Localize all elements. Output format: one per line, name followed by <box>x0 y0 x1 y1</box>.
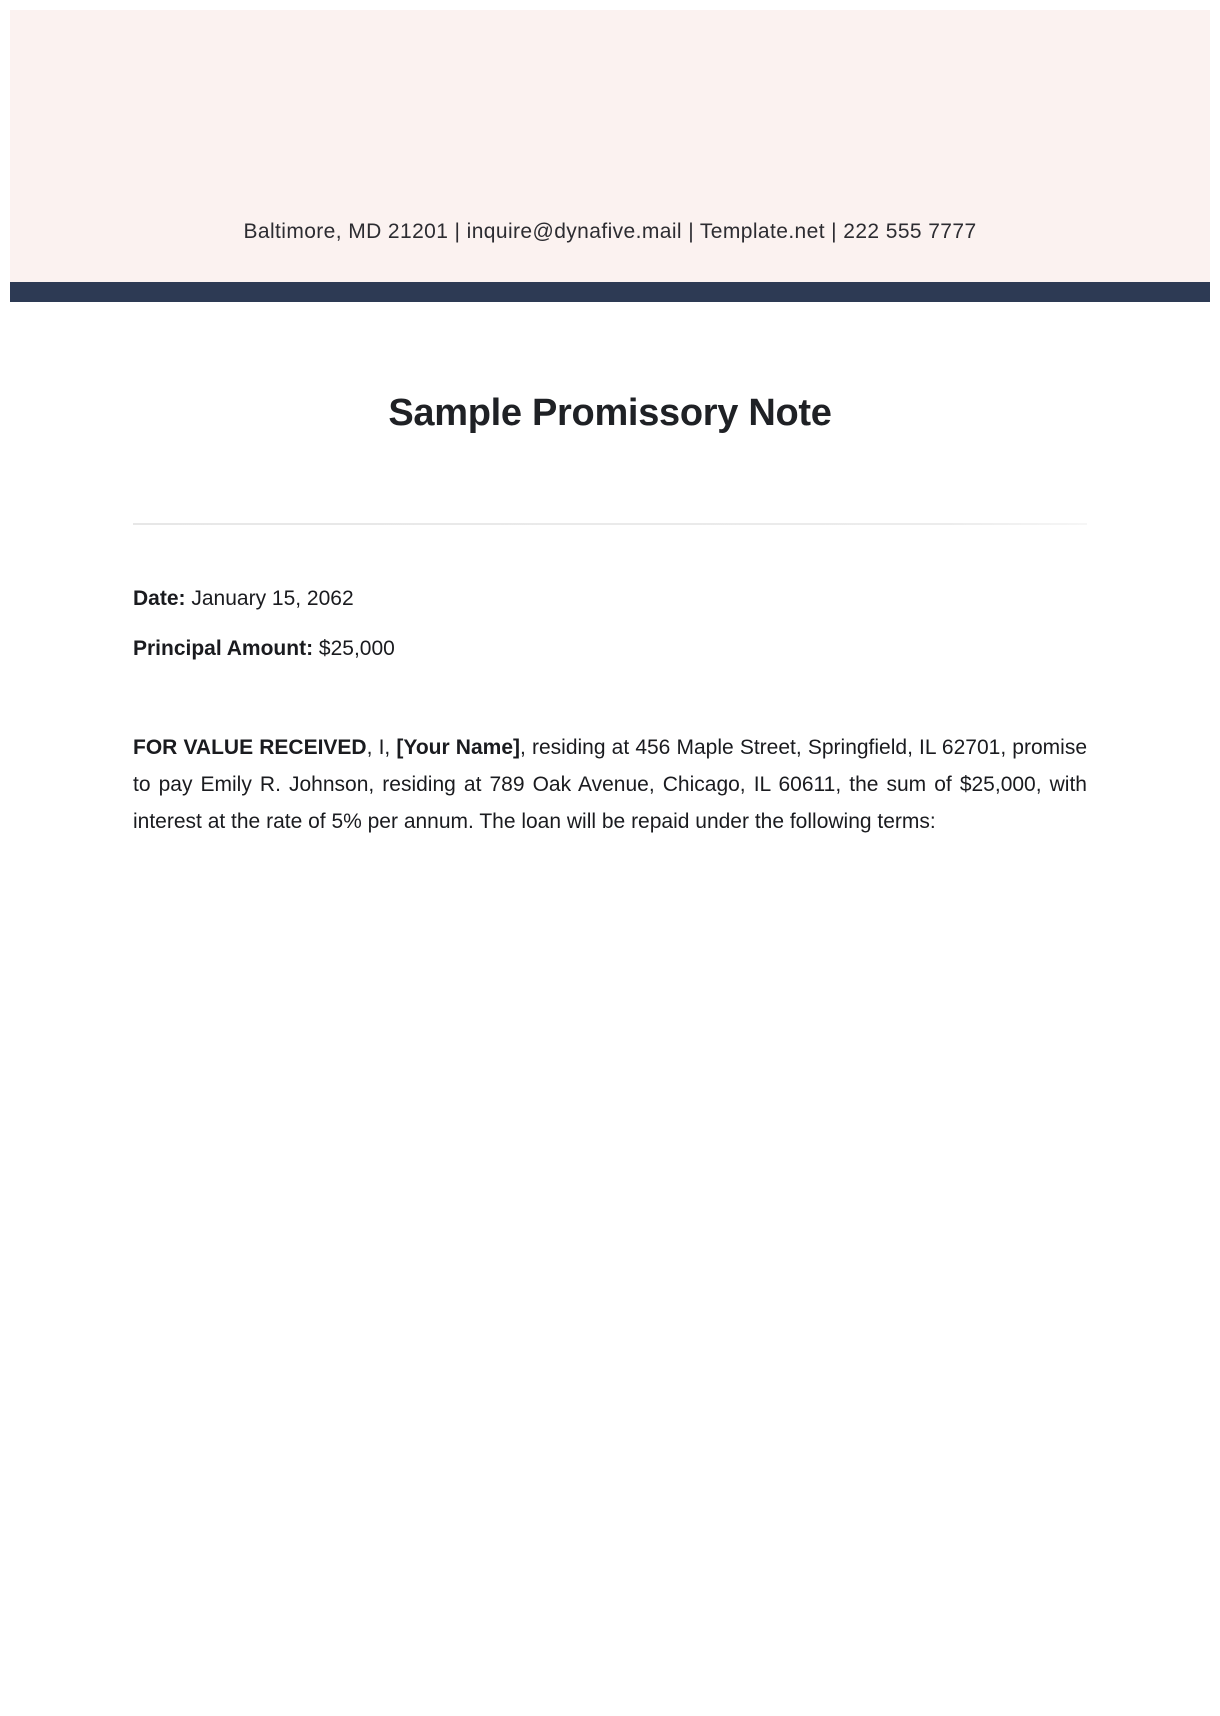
paragraph-segment: , I, <box>366 736 397 759</box>
principal-amount-line <box>133 635 1087 663</box>
date-label: Date: <box>133 587 186 610</box>
document-content <box>0 302 1220 840</box>
title-divider <box>133 523 1087 525</box>
letterhead-banner <box>10 10 1210 282</box>
contact-line: Baltimore, MD 21201 | inquire@dynafive.mail | Template.net | 222 555 7777 <box>243 220 977 243</box>
principal-amount-value: $25,000 <box>318 637 395 660</box>
date-line <box>133 585 1087 613</box>
date-value: January 15, 2062 <box>191 587 354 610</box>
your-name-placeholder: [Your Name] <box>396 736 520 759</box>
principal-amount-label: Principal Amount: <box>133 637 314 660</box>
header-accent-bar <box>10 282 1210 302</box>
promissory-note-paragraph <box>133 729 1087 840</box>
paragraph-segment: , residing at 456 Maple Street, Springfield, IL 62701, promise to pay Emily R. Johnson, residing at 789 Oak Avenue, Chicago, IL 60611, the sum of $25,000, with interest at the rate of 5% per annum. The loan will be repaid under the following terms: <box>133 736 1087 833</box>
for-value-received-text: FOR VALUE RECEIVED <box>133 736 367 759</box>
page-title: Sample Promissory Note <box>388 392 832 434</box>
